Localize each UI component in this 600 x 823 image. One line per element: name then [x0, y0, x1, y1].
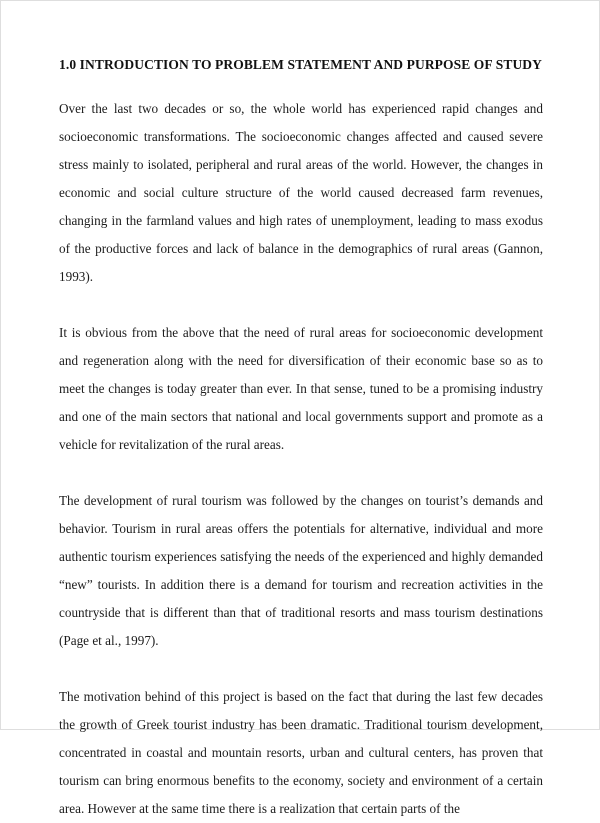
section-heading: 1.0 INTRODUCTION TO PROBLEM STATEMENT AND PURPOSE OF STUDY: [59, 57, 542, 72]
paragraph-3: The development of rural tourism was followed by the changes on tourist’s demands and behavior. Tourism in rural areas offers the potentials for alternative, individual and more authentic tourism experiences satisfying the needs of the experienced and highly demanded “new” tourists. In addition there is a demand for tourism and recreation activities in the countryside that is different than that of traditional resorts and mass tourism destinations (Page et al., 1997).: [59, 493, 543, 649]
paragraph-4: The motivation behind of this project is based on the fact that during the last few decades the growth of Greek tourist industry has been dramatic. Traditional tourism development, concentrated in coastal and mountain resorts, urban and cultural centers, has proven that tourism can bring enormous benefits to the economy, society and environment of a certain area. However at the same time there is a realization that certain parts of the: [59, 689, 543, 817]
paragraph-1: Over the last two decades or so, the whole world has experienced rapid changes and socioeconomic transformations. The socioeconomic changes affected and caused severe stress mainly to isolated, peripheral and rural areas of the world. However, the changes in economic and social culture structure of the world caused decreased farm revenues, changing in the farmland values and high rates of unemployment, leading to mass exodus of the productive forces and lack of balance in the demographics of rural areas (Gannon, 1993).: [59, 101, 543, 285]
document-body: [59, 57, 543, 823]
paragraph-2: It is obvious from the above that the need of rural areas for socioeconomic development and regeneration along with the need for diversification of their economic base so as to meet the changes is today greater than ever. In that sense, tuned to be a promising industry and one of the main sectors that national and local governments support and promote as a vehicle for revitalization of the rural areas.: [59, 325, 543, 453]
